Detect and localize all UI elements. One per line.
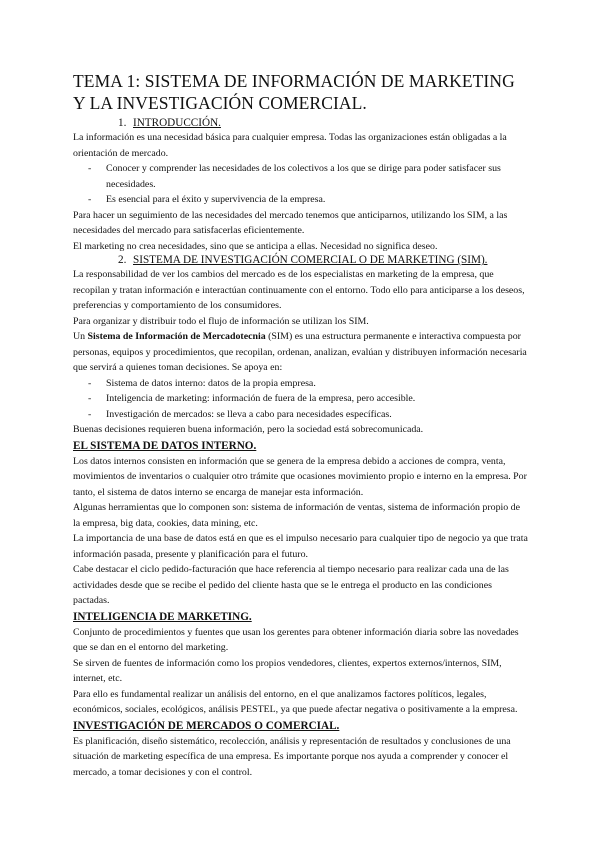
text-run: Un — [73, 331, 88, 342]
list-item: - Inteligencia de marketing: información de fuera de la empresa, pero accesible. — [73, 391, 528, 407]
paragraph: Para hacer un seguimiento de las necesidades del mercado tenemos que anticiparnos, utilizando los SIM, a las necesidades del mercado para satisfacerlas eficientemente. — [73, 209, 508, 236]
section-number: 1. — [118, 117, 127, 129]
list-item: - Sistema de datos interno: datos de la propia empresa. — [73, 376, 528, 392]
bullet-list — [73, 161, 528, 208]
section-title: INTRODUCCIÓN. — [133, 117, 221, 129]
bullet-list — [73, 376, 528, 423]
bold-term: Sistema de Información de Mercadotecnia — [87, 331, 266, 342]
paragraph: Conjunto de procedimientos y fuentes que usan los gerentes para obtener información diaria sobre las novedades que se dan en el entorno del marketing. — [73, 626, 519, 653]
subheading-inteligencia: INTELIGENCIA DE MARKETING. — [73, 610, 252, 623]
list-item: - Es esencial para el éxito y supervivencia de la empresa. — [73, 192, 528, 208]
list-item: - Investigación de mercados: se lleva a cabo para necesidades específicas. — [73, 407, 528, 423]
section-heading-sim — [73, 254, 528, 267]
section-number: 2. — [118, 254, 127, 266]
paragraph: La información es una necesidad básica para cualquier empresa. Todas las organizaciones están obligadas a la orientación de mercado. — [73, 132, 507, 159]
paragraph: El marketing no crea necesidades, sino que se anticipa a ellas. Necesidad no significa deseo. — [73, 240, 438, 252]
paragraph: Algunas herramientas que lo componen son: sistema de información de ventas, sistema de información propio de la empresa, big data, cookies, data mining, etc. — [73, 502, 520, 529]
paragraph: Cabe destacar el ciclo pedido-facturación que hace referencia al tiempo necesario para realizar cada una de las actividades desde que se recibe el pedido del cliente hasta que se le entrega el producto en las condiciones pactadas. — [73, 564, 509, 606]
paragraph: La importancia de una base de datos está en que es el impulso necesario para cualquier tipo de negocio ya que trata información pasada, presente y planificación para el futuro. — [73, 533, 528, 560]
paragraph: Los datos internos consisten en información que se genera de la empresa debido a acciones de compra, venta, movimientos de inventarios o cualquier otro trámite que ocasiones movimiento propio e interno en la empresa. Por tanto, el sistema de datos interno se encarga de manejar esta información. — [73, 455, 527, 498]
paragraph: Para organizar y distribuir todo el flujo de información se utilizan los SIM. — [73, 315, 369, 327]
paragraph: Para ello es fundamental realizar un análisis del entorno, en el que analizamos factores políticos, legales, económicos, sociales, ecológicos, análisis PESTEL, ya que puede afectar negativa o positivamente a la empresa. — [73, 688, 518, 715]
paragraph: Se sirven de fuentes de información como los propios vendedores, clientes, expertos externos/internos, SIM, internet, etc. — [73, 657, 502, 684]
paragraph-sim-definition — [73, 329, 528, 376]
paragraph: Es planificación, diseño sistemático, recolección, análisis y representación de resultados y conclusiones de una situación de marketing específica de una empresa. Es importante porque nos ayuda a comprender y conocer el mercado, a tomar decisiones y con el control. — [73, 735, 511, 778]
paragraph: Buenas decisiones requieren buena información, pero la sociedad está sobrecomunicada. — [73, 424, 424, 435]
subheading-investigacion: INVESTIGACIÓN DE MERCADOS O COMERCIAL. — [73, 719, 340, 732]
document-page — [73, 70, 528, 780]
list-item: - Conocer y comprender las necesidades de los colectivos a los que se dirige para poder satisfacer sus necesidades. — [73, 161, 528, 192]
subheading-datos-interno: EL SISTEMA DE DATOS INTERNO. — [73, 439, 257, 452]
text-run: (SIM) es una estructura permanente e interactiva compuesta por personas, equipos y procedimientos, que recopilan, ordenan, analizan, evalúan y distribuyen información necesaria que servirá a quienes toman decisiones. Se apoya en: — [73, 331, 527, 373]
section-title: SISTEMA DE INVESTIGACIÓN COMERCIAL O DE MARKETING (SIM). — [133, 254, 488, 266]
document-title: TEMA 1: SISTEMA DE INFORMACIÓN DE MARKETING Y LA INVESTIGACIÓN COMERCIAL. — [73, 71, 515, 113]
paragraph: La responsabilidad de ver los cambios del mercado es de los especialistas en marketing de la empresa, que recopilan y tratan información e interactúan continuamente con el entorno. Todo ello para anticiparse a los deseos, preferencias y comportamiento de los consumidores. — [73, 269, 525, 311]
section-heading-introduccion — [73, 117, 528, 130]
